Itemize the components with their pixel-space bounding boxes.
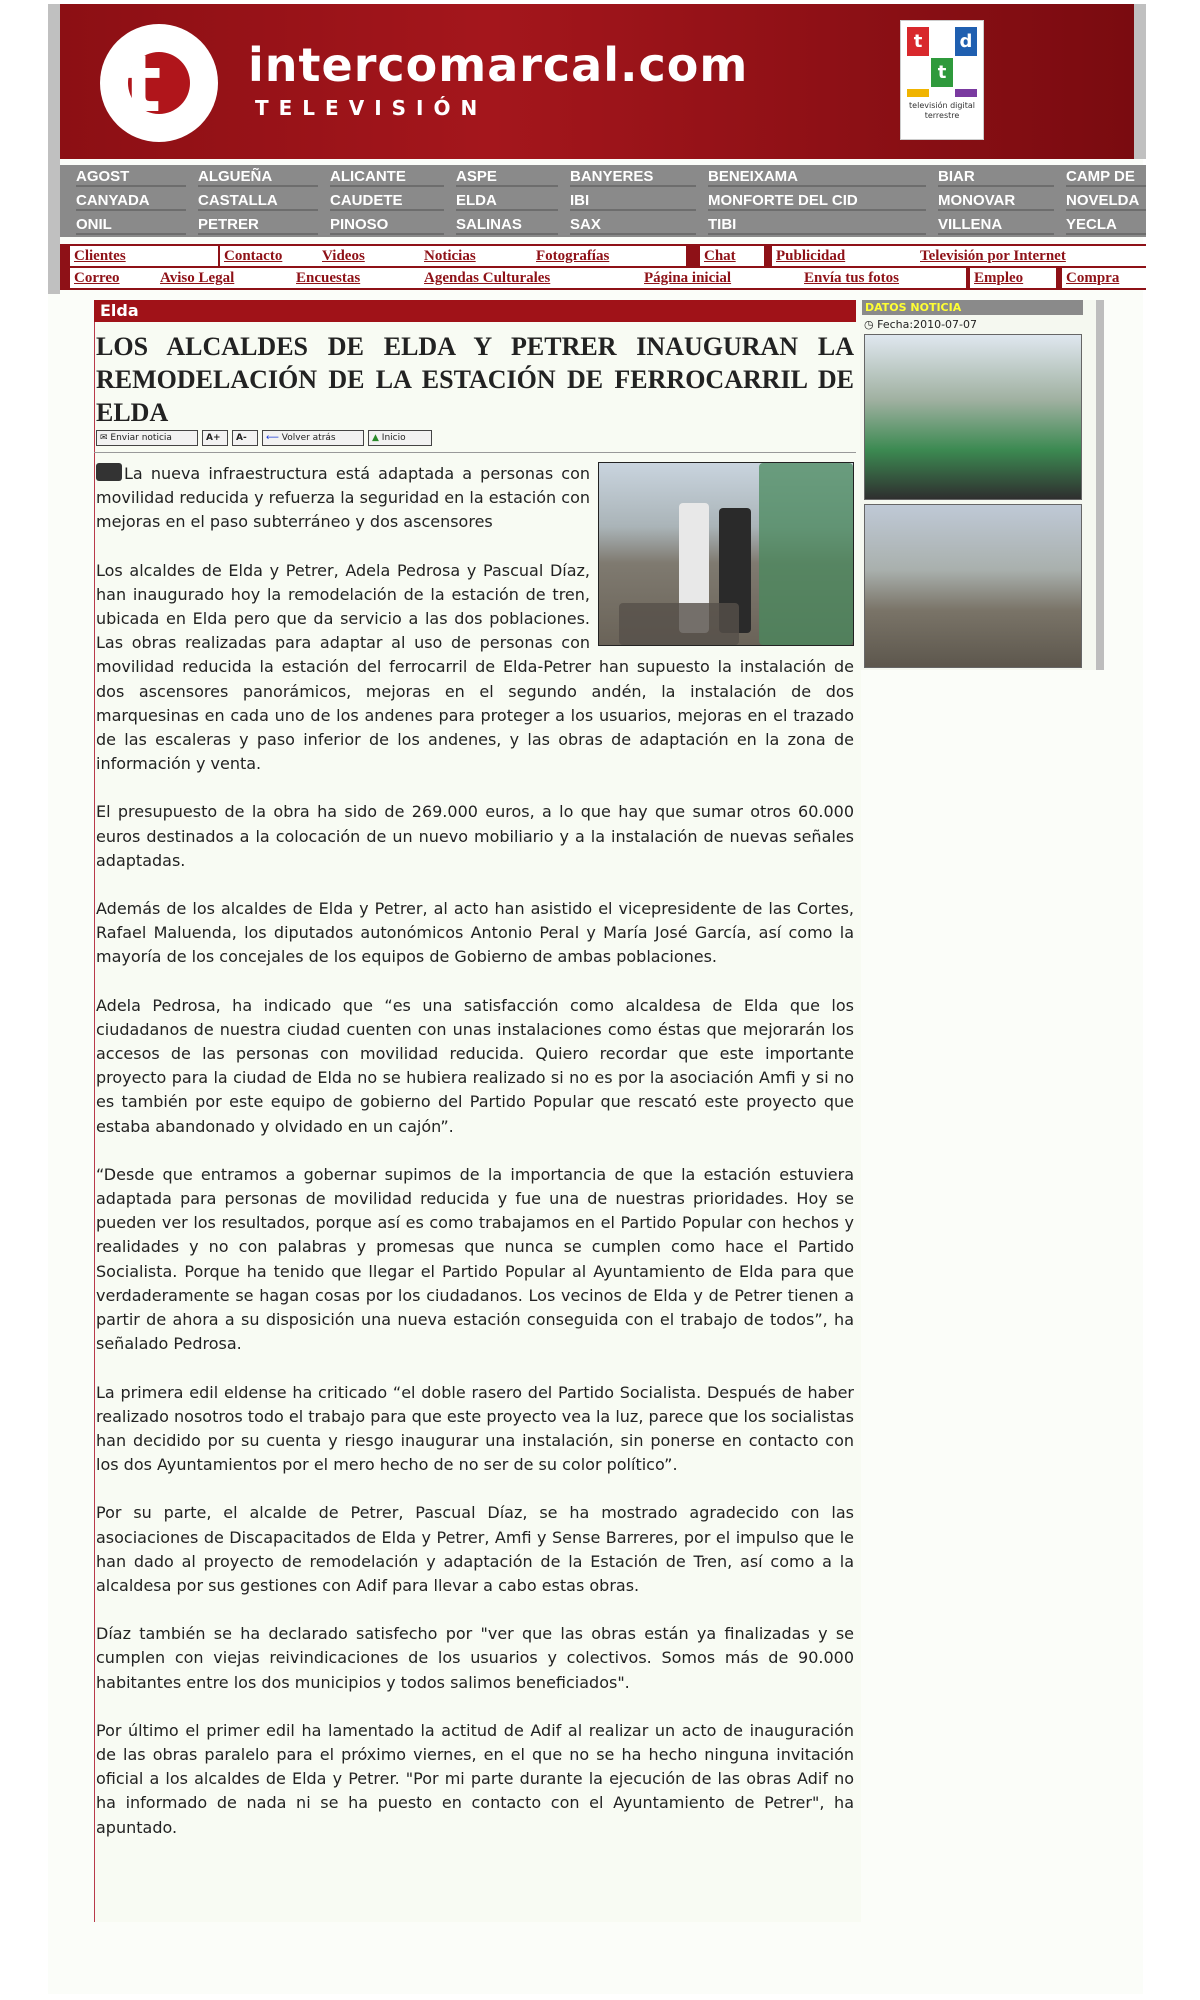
- sidebar-title: DATOS NOTICIA: [862, 300, 1083, 315]
- back-arrow-icon: ⟵: [266, 433, 279, 443]
- back-button[interactable]: [262, 430, 364, 446]
- nav-link[interactable]: Fotografías: [532, 246, 686, 266]
- sidebar-date-text: Fecha:2010-07-07: [877, 318, 977, 331]
- town-link[interactable]: CANYADA: [76, 192, 186, 211]
- article-paragraph: Por su parte, el alcalde de Petrer, Pascual Díaz, se ha mostrado agradecido con las asociaciones de Discapacitados de Elda y Petrer, Amfi y Sense Barreres, por el impulso que le han dado al proyecto de remodelación y adaptación de la Estación de Tren, así como a la alcaldesa por sus gestiones con Adif para llevar a cabo estas obras.: [96, 1503, 854, 1595]
- article-paragraph: Adela Pedrosa, ha indicado que “es una satisfacción como alcaldesa de Elda que los ciudadanos de nuestra ciudad cuenten con unas instalaciones como éstas que mejorarán los accesos de las personas con movilidad reducida. Quiero recordar que este importante proyecto para la ciudad de Elda no se hubiera realizado si no es por la asociación Amfi y si no es también por este equipo de gobierno del Partido Popular que rescató este proyecto que estaba abandonado y olvidado en un cajón”.: [96, 995, 854, 1136]
- sidebar-photo-1[interactable]: [864, 334, 1082, 500]
- nav-link[interactable]: Correo: [70, 268, 156, 288]
- brand-subtitle: TELEVISIÓN: [255, 96, 488, 120]
- town-link[interactable]: PINOSO: [330, 216, 444, 235]
- town-link[interactable]: SALINAS: [456, 216, 558, 235]
- nav-link[interactable]: Clientes: [70, 246, 218, 266]
- town-link[interactable]: ELDA: [456, 192, 558, 211]
- town-link[interactable]: ALGUEÑA: [198, 168, 318, 187]
- town-link[interactable]: TIBI: [708, 216, 926, 235]
- tools-separator: [94, 452, 856, 453]
- article-lead: La nueva infraestructura está adaptada a personas con movilidad reducida y refuerza la seguridad en la estación con mejoras en el paso subterráneo y dos ascensores: [96, 464, 590, 532]
- nav-link[interactable]: Televisión por Internet: [916, 246, 1150, 266]
- article-headline: LOS ALCALDES DE ELDA Y PETRER INAUGURAN LA REMODELACIÓN DE LA ESTACIÓN DE FERROCARRIL DE ELDA: [96, 332, 854, 427]
- town-link[interactable]: IBI: [570, 192, 696, 211]
- town-link[interactable]: BANYERES: [570, 168, 696, 187]
- up-arrow-icon: ▲: [372, 433, 379, 443]
- nav-link[interactable]: Noticias: [420, 246, 542, 266]
- town-link[interactable]: AGOST: [76, 168, 186, 187]
- tdt-letter-1: t: [907, 27, 929, 56]
- right-border: [1134, 4, 1146, 159]
- nav-link[interactable]: Encuestas: [292, 268, 424, 288]
- town-link[interactable]: VILLENA: [938, 216, 1054, 235]
- town-link[interactable]: ONIL: [76, 216, 186, 235]
- nav-link[interactable]: Compra: [1062, 268, 1150, 288]
- sidebar-border: [1096, 300, 1104, 670]
- article-paragraph: Los alcaldes de Elda y Petrer, Adela Pedrosa y Pascual Díaz, han inaugurado hoy la remodelación de la estación de tren, ubicada en Elda pero que da servicio a las dos poblaciones. Las obras realizadas para adaptar al uso de personas con movilidad reducida la estación del ferrocarril de Elda-Petrer han supuesto la instalación de dos ascensores panorámicos, mejoras en el segundo andén, la instalación de dos marquesinas en cada uno de los andenes para proteger a los usuarios, mejoras en el trazado de las escaleras y paso inferior de los andenes, y las obras de adaptación en la zona de información y venta.: [96, 560, 854, 774]
- clock-icon: ◷: [864, 318, 874, 331]
- font-decrease-button[interactable]: A-: [232, 430, 258, 446]
- section-bar: [94, 300, 856, 322]
- nav-link[interactable]: Envía tus fotos: [800, 268, 966, 288]
- article-paragraph: “Desde que entramos a gobernar supimos de la importancia de que la estación estuviera adaptada para personas de movilidad reducida y fue una de nuestras prioridades. Hoy se pueden ver los resultados, porque así es como trabajamos en el Partido Popular con hechos y realidades y no con palabras y promesas que nunca se cumplen como hace el Partido Socialista. Porque ha tenido que llegar el Partido Popular al Ayuntamiento de Elda para que verdaderamente se hagan cosas por los ciudadanos. Los vecinos de Elda y de Petrer tienen a partir de ahora a su disposición una nueva estación conseguida con el trabajo de todos”, ha señalado Pedrosa.: [96, 1164, 854, 1354]
- town-link[interactable]: CAMP DE: [1066, 168, 1146, 187]
- sidebar-photo-2[interactable]: [864, 504, 1082, 668]
- town-link[interactable]: CAUDETE: [330, 192, 444, 211]
- nav-link[interactable]: Publicidad: [772, 246, 952, 266]
- article-paragraph: El presupuesto de la obra ha sido de 269.000 euros, a lo que hay que sumar otros 60.000 euros destinados a la colocación de un nuevo mobiliario y a la instalación de nuevas señales adaptadas.: [96, 802, 854, 870]
- town-link[interactable]: ALICANTE: [330, 168, 444, 187]
- section-label[interactable]: Elda: [100, 301, 139, 320]
- town-link[interactable]: MONOVAR: [938, 192, 1054, 211]
- send-news-button[interactable]: ✉ Enviar noticia: [96, 430, 198, 446]
- town-link[interactable]: MONFORTE DEL CID: [708, 192, 926, 211]
- tdt-letter-3: t: [931, 58, 953, 87]
- font-increase-button[interactable]: A+: [202, 430, 228, 446]
- back-label: Volver atrás: [281, 433, 336, 443]
- nav-link[interactable]: Página inicial: [640, 268, 802, 288]
- nav-link[interactable]: Contacto: [220, 246, 374, 266]
- home-label: Inicio: [381, 433, 406, 443]
- town-link[interactable]: SAX: [570, 216, 696, 235]
- town-link[interactable]: ASPE: [456, 168, 558, 187]
- sidebar-date: [864, 318, 977, 331]
- article-paragraph: Díaz también se ha declarado satisfecho por "ver que las obras están ya finalizadas y se cumplen con viejas reivindicaciones de los usuarios y colectivos. Somos más de 90.000 habitantes entre los dos municipios y todos salimos beneficiados".: [96, 1624, 854, 1692]
- site-logo-letter: t: [124, 40, 162, 130]
- nav-link[interactable]: Chat: [700, 246, 764, 266]
- town-link[interactable]: BIAR: [938, 168, 1054, 187]
- town-link[interactable]: BENEIXAMA: [708, 168, 926, 187]
- tdt-letter-2: d: [955, 27, 977, 56]
- home-button[interactable]: [368, 430, 432, 446]
- video-camera-icon: [96, 463, 122, 481]
- article-photo[interactable]: [598, 462, 854, 646]
- article-body: [96, 462, 854, 1864]
- nav-link[interactable]: Aviso Legal: [156, 268, 296, 288]
- left-border: [48, 4, 60, 294]
- brand-name[interactable]: intercomarcal.com: [248, 38, 749, 92]
- town-link[interactable]: NOVELDA: [1066, 192, 1146, 211]
- tdt-caption: televisión digital terrestre: [909, 101, 975, 120]
- article-paragraph: Por último el primer edil ha lamentado la actitud de Adif al realizar un acto de inauguración de las obras paralelo para el próximo viernes, en el que no se ha hecho ninguna invitación oficial a los alcaldes de Elda y Petrer. "Por mi parte durante la ejecución de las obras Adif no ha informado de nada ni se ha puesto en contacto con el Ayuntamiento de Petrer", ha apuntado.: [96, 1720, 854, 1837]
- town-link[interactable]: PETRER: [198, 216, 318, 235]
- article-paragraph: Además de los alcaldes de Elda y Petrer, al acto han asistido el vicepresidente de las Cortes, Rafael Maluenda, los diputados autonómicos Antonio Peral y María José García, así como la mayoría de los concejales de los equipos de Gobierno de ambas poblaciones.: [96, 899, 854, 967]
- nav-link[interactable]: Agendas Culturales: [420, 268, 642, 288]
- article-paragraph: La primera edil eldense ha criticado “el doble rasero del Partido Socialista. Después de haber realizado nosotros todo el trabajo para que este proyecto vea la luz, parece que los socialistas han decidido por su cuenta y riesgo inaugurar una instalación, sin ponerse en contacto con los dos Ayuntamientos por el mero hecho de no ser de su color político”.: [96, 1382, 854, 1475]
- town-link[interactable]: YECLA: [1066, 216, 1146, 235]
- send-news-label: Enviar noticia: [110, 433, 172, 443]
- nav-link[interactable]: Empleo: [970, 268, 1056, 288]
- town-link[interactable]: CASTALLA: [198, 192, 318, 211]
- tdt-logo: [900, 20, 984, 140]
- nav-link[interactable]: Videos: [318, 246, 422, 266]
